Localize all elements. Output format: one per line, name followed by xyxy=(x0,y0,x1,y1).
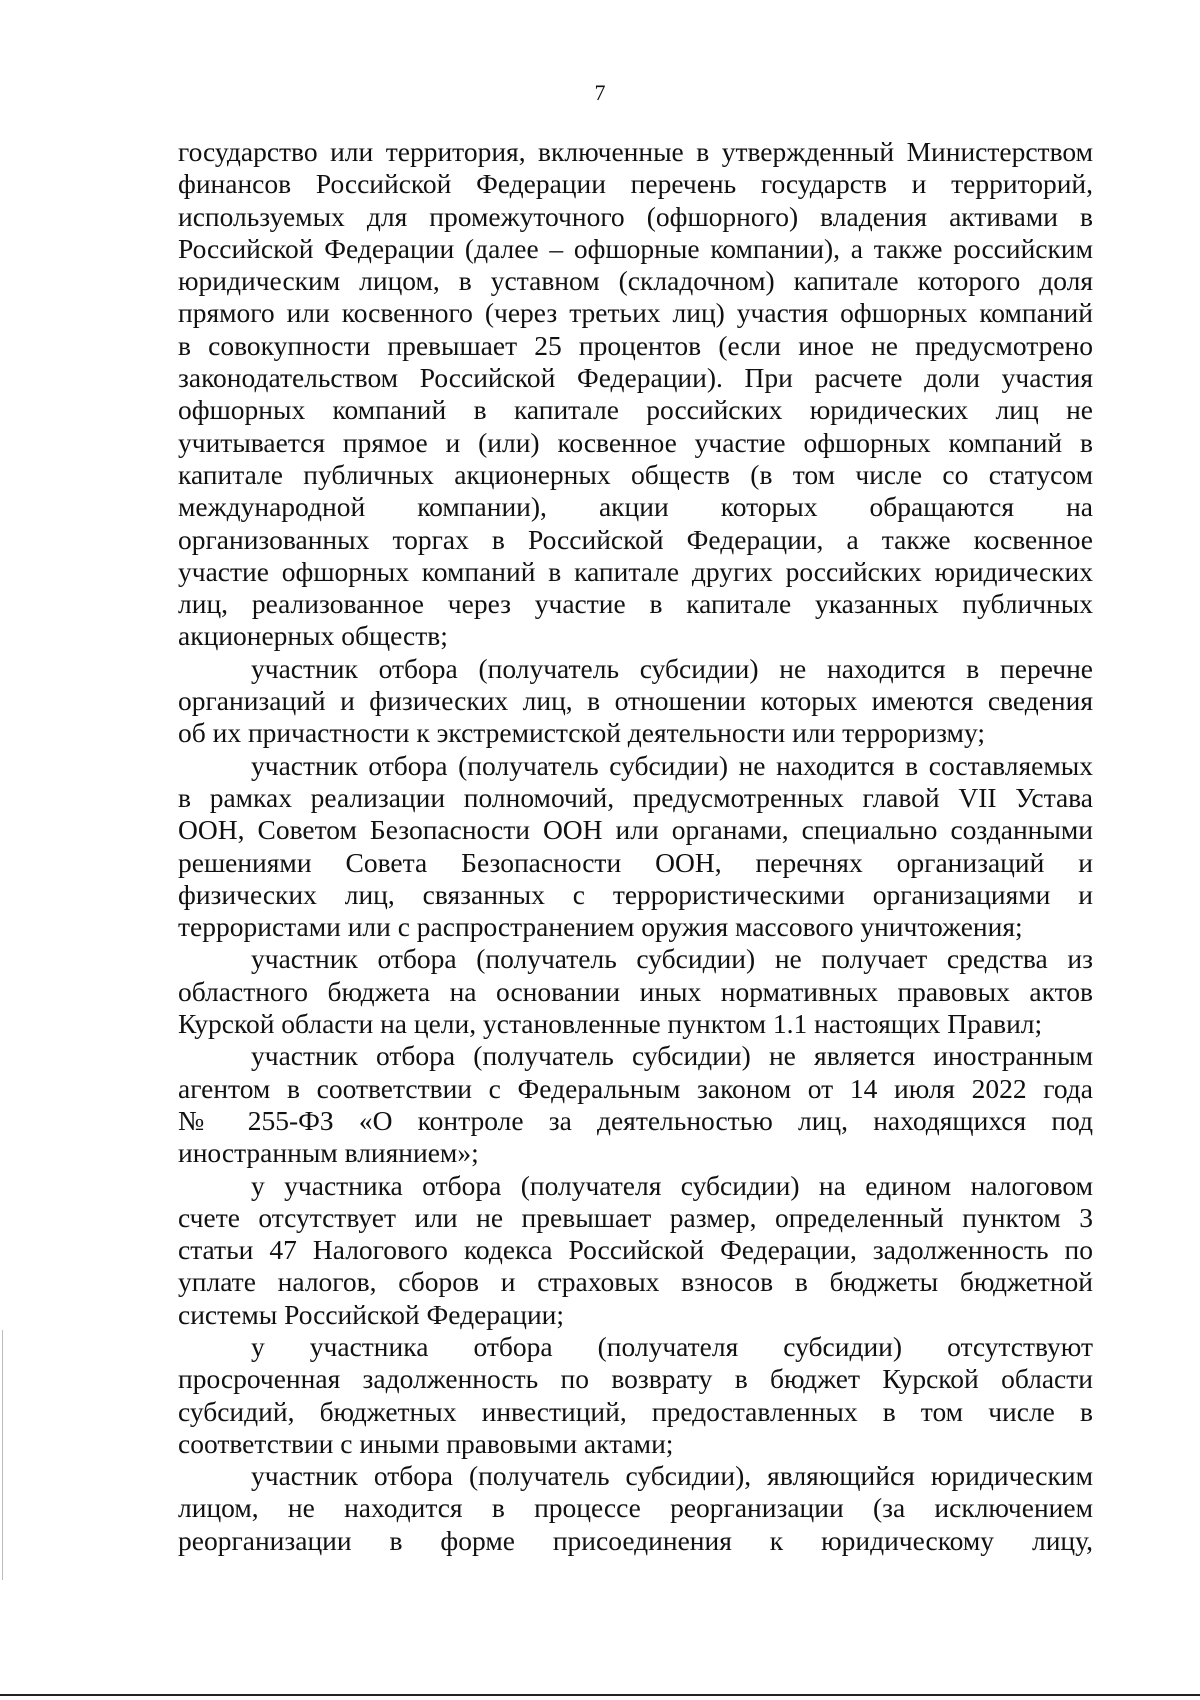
text-line: у участника отбора (получателя субсидии) отсутствуют xyxy=(251,1330,1093,1362)
text-line: лиц, реализованное через участие в капитале указанных публичных xyxy=(178,588,1093,620)
text-line: статьи 47 Налогового кодекса Российской Федерации, задолженность по xyxy=(178,1234,1093,1266)
text-line: № 255-ФЗ «О контроле за деятельностью лиц, находящихся под xyxy=(178,1104,1093,1136)
scan-edge-bottom xyxy=(0,1694,1200,1696)
text-line: просроченная задолженность по возврату в бюджет Курской области xyxy=(178,1363,1093,1395)
text-line: финансов Российской Федерации перечень государств и территорий, xyxy=(178,168,1093,200)
paragraph xyxy=(178,1040,1093,1169)
text-line: системы Российской Федерации; xyxy=(178,1298,565,1330)
paragraph xyxy=(178,1460,1093,1557)
text-line: в рамках реализации полномочий, предусмотренных главой VII Устава xyxy=(178,781,1093,813)
paragraph xyxy=(178,653,1093,750)
text-line: агентом в соответствии с Федеральным законом от 14 июля 2022 года xyxy=(178,1072,1093,1104)
text-line: юридическим лицом, в уставном (складочном) капитале которого доля xyxy=(178,265,1093,297)
paragraph xyxy=(178,136,1093,653)
text-line: прямого или косвенного (через третьих лиц) участия офшорных компаний xyxy=(178,297,1093,329)
text-line: используемых для промежуточного (офшорного) владения активами в xyxy=(178,200,1093,232)
text-line: Российской Федерации (далее – офшорные компании), а также российским xyxy=(178,232,1093,264)
document-body xyxy=(178,136,1093,1557)
page-number: 7 xyxy=(594,80,606,105)
text-line: физических лиц, связанных с террористическими организациями и xyxy=(178,878,1093,910)
text-line: у участника отбора (получателя субсидии) на едином налоговом xyxy=(251,1169,1093,1201)
text-line: законодательством Российской Федерации). При расчете доли участия xyxy=(178,362,1093,394)
text-line: учитывается прямое и (или) косвенное участие офшорных компаний в xyxy=(178,426,1093,458)
text-line: реорганизации в форме присоединения к юридическому лицу, xyxy=(178,1524,1093,1556)
text-line: участие офшорных компаний в капитале других российских юридических xyxy=(178,555,1093,587)
text-line: Курской области на цели, установленные пунктом 1.1 настоящих Правил; xyxy=(178,1008,1043,1040)
text-line: участник отбора (получатель субсидии), являющийся юридическим xyxy=(251,1460,1093,1492)
text-line: участник отбора (получатель субсидии) не находится в перечне xyxy=(251,652,1093,684)
text-line: организаций и физических лиц, в отношении которых имеются сведения xyxy=(178,685,1093,717)
text-line: акционерных обществ; xyxy=(178,620,448,652)
text-line: организованных торгах в Российской Федерации, а также косвенное xyxy=(178,523,1093,555)
text-line: террористами или с распространением оружия массового уничтожения; xyxy=(178,911,1023,943)
text-line: субсидий, бюджетных инвестиций, предоставленных в том числе в xyxy=(178,1395,1093,1427)
text-line: уплате налогов, сборов и страховых взносов в бюджеты бюджетной xyxy=(178,1266,1093,1298)
text-line: решениями Совета Безопасности ООН, перечнях организаций и xyxy=(178,846,1093,878)
paragraph xyxy=(178,1170,1093,1331)
text-line: счете отсутствует или не превышает размер, определенный пунктом 3 xyxy=(178,1201,1093,1233)
text-line: участник отбора (получатель субсидии) не является иностранным xyxy=(251,1040,1093,1072)
text-line: лицом, не находится в процессе реорганизации (за исключением xyxy=(178,1492,1093,1524)
paragraph xyxy=(178,943,1093,1040)
paragraph xyxy=(178,750,1093,944)
text-line: областного бюджета на основании иных нормативных правовых актов xyxy=(178,975,1093,1007)
text-line: соответствии с иными правовыми актами; xyxy=(178,1427,674,1459)
text-line: об их причастности к экстремистской деятельности или терроризму; xyxy=(178,717,985,749)
text-line: ООН, Советом Безопасности ООН или органами, специально созданными xyxy=(178,814,1093,846)
text-line: участник отбора (получатель субсидии) не получает средства из xyxy=(251,943,1093,975)
text-line: государство или территория, включенные в утвержденный Министерством xyxy=(178,136,1093,167)
text-line: иностранным влиянием»; xyxy=(178,1137,479,1169)
text-line: участник отбора (получатель субсидии) не находится в составляемых xyxy=(251,749,1093,781)
text-line: офшорных компаний в капитале российских юридических лиц не xyxy=(178,394,1093,426)
text-line: капитале публичных акционерных обществ (в том числе со статусом xyxy=(178,458,1093,490)
text-line: международной компании), акции которых обращаются на xyxy=(178,491,1093,523)
paragraph xyxy=(178,1331,1093,1460)
scan-edge-left xyxy=(2,1330,3,1580)
text-line: в совокупности превышает 25 процентов (если иное не предусмотрено xyxy=(178,329,1093,361)
